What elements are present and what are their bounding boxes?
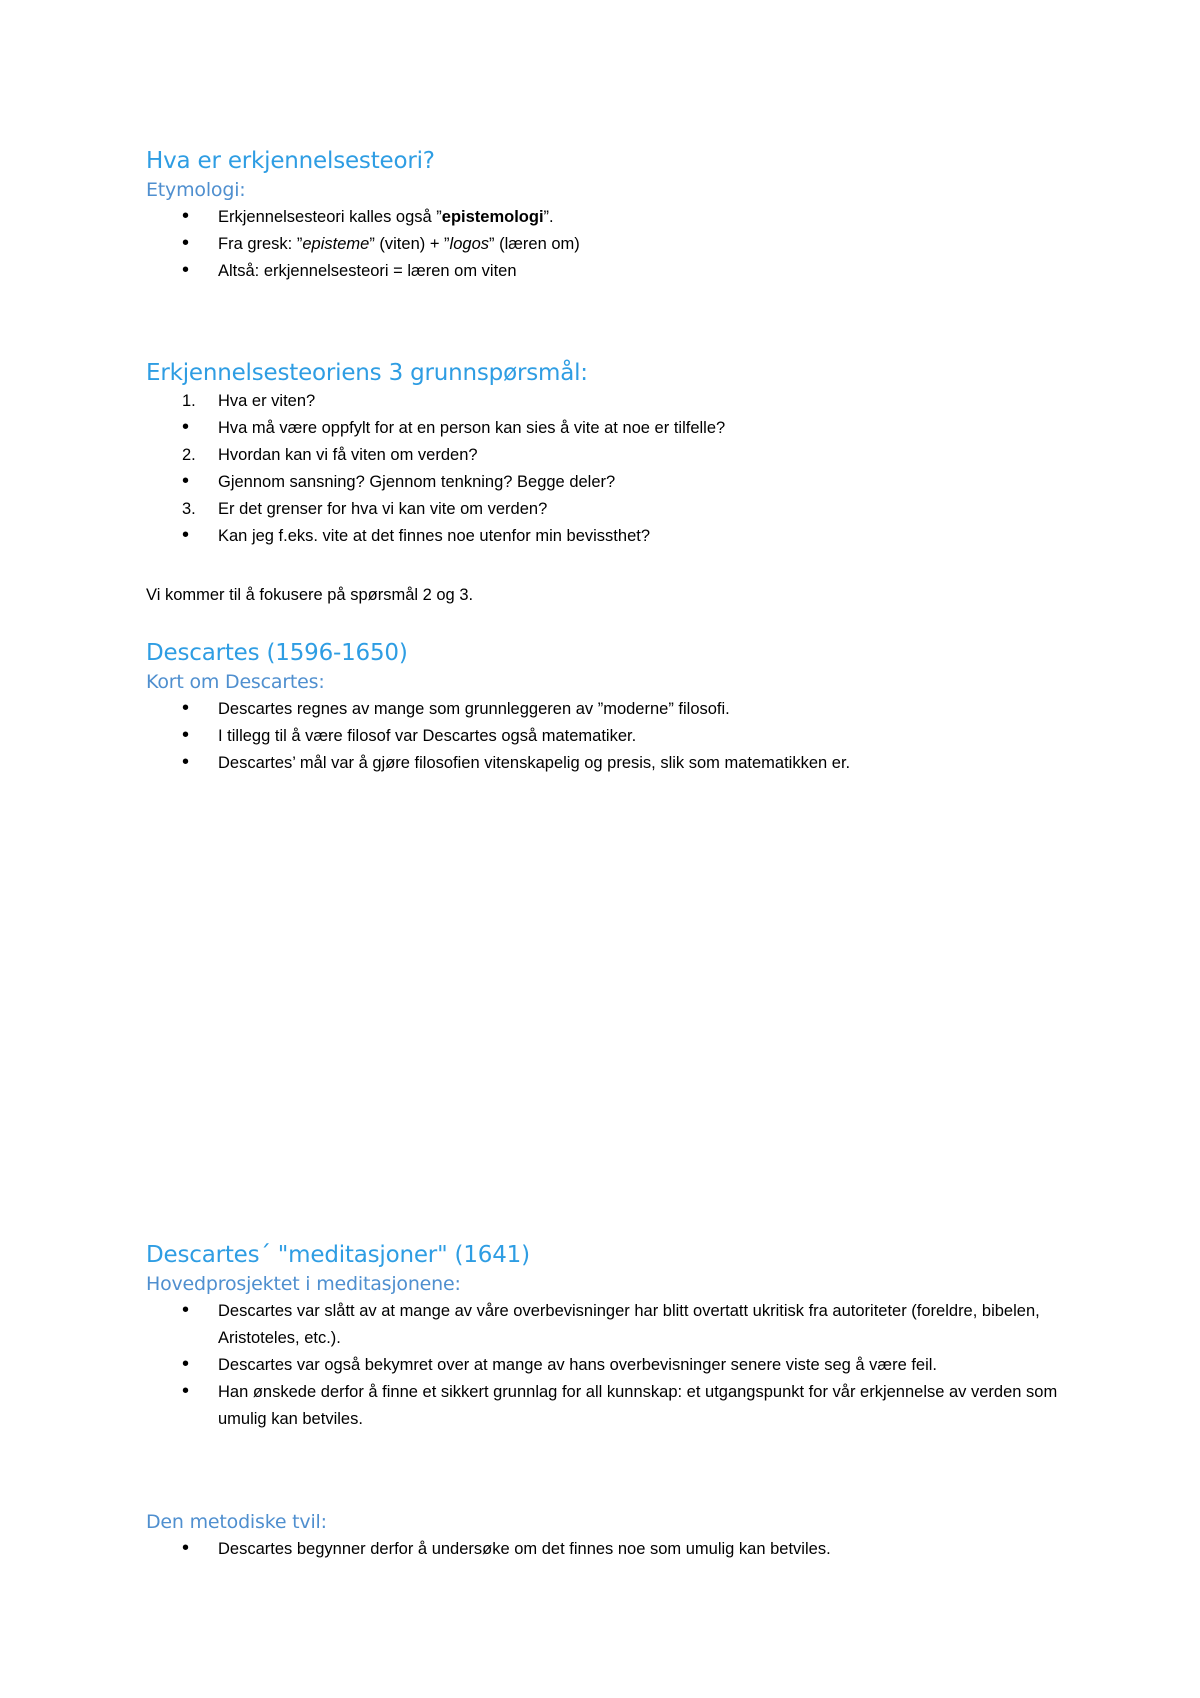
- list-item: • Descartes’ mål var å gjøre filosofien vitenskapelig og presis, slik som matematikken er.: [182, 751, 851, 773]
- bullet-icon: •: [182, 1299, 190, 1321]
- meditasjoner-list: [146, 1298, 1066, 1433]
- bullet-icon: •: [182, 724, 190, 746]
- list-item: • Erkjennelsesteori kalles også ”epistemologi”.: [182, 205, 554, 227]
- bullet-icon: •: [182, 232, 190, 254]
- list-item: • Descartes var slått av at mange av våre overbevisninger har blitt overtatt ukritisk fra autoriteter (foreldre, bibelen, Aristoteles, etc.).: [182, 1299, 1040, 1347]
- list-item: • I tillegg til å være filosof var Descartes også matematiker.: [182, 724, 637, 746]
- heading-grunnsporsmal: Erkjennelsesteoriens 3 grunnspørsmål:: [146, 360, 588, 386]
- list-item: • Descartes regnes av mange som grunnleggeren av ”moderne” filosofi.: [182, 697, 730, 719]
- document-page: [146, 0, 1066, 1698]
- bullet-icon: •: [182, 205, 190, 227]
- italic-term: episteme: [302, 235, 370, 253]
- section-meditasjoner: [146, 1240, 1066, 1433]
- bullet-icon: •: [182, 524, 190, 546]
- list-item: • Fra gresk: ”episteme” (viten) + ”logos” (læren om): [182, 232, 580, 254]
- subheading-kort-om-descartes: Kort om Descartes:: [146, 671, 325, 693]
- heading-meditasjoner: Descartes´ "meditasjoner" (1641): [146, 1242, 530, 1268]
- list-item: • Altså: erkjennelsesteori = læren om viten: [182, 259, 517, 281]
- bold-term: epistemologi: [441, 208, 544, 226]
- bullet-icon: •: [182, 470, 190, 492]
- heading-descartes: Descartes (1596-1650): [146, 640, 408, 666]
- section-grunnsporsmal: [146, 358, 1066, 550]
- list-item: • Han ønskede derfor å finne et sikkert grunnlag for all kunnskap: et utgangspunkt for vår erkjennelse av verden som umulig kan betviles.: [182, 1380, 1058, 1428]
- descartes-list: [146, 696, 1066, 777]
- bullet-icon: •: [182, 697, 190, 719]
- list-number: 1.: [182, 392, 196, 410]
- bullet-icon: •: [182, 416, 190, 438]
- subheading-den-metodiske-tvil: Den metodiske tvil:: [146, 1511, 327, 1533]
- list-item: • Kan jeg f.eks. vite at det finnes noe utenfor min bevissthet?: [182, 524, 651, 546]
- tvil-list: [146, 1536, 1066, 1563]
- list-item: 3. Er det grenser for hva vi kan vite om verden?: [146, 496, 1068, 523]
- subheading-etymologi: Etymologi:: [146, 179, 246, 201]
- list-item: • Hva må være oppfylt for at en person kan sies å vite at noe er tilfelle?: [182, 416, 726, 438]
- bullet-icon: •: [182, 1353, 190, 1375]
- focus-note: Vi kommer til å fokusere på spørsmål 2 og 3.: [146, 586, 474, 604]
- list-item: • Descartes var også bekymret over at mange av hans overbevisninger senere viste seg å være feil.: [182, 1353, 938, 1375]
- section-metodiske-tvil: [146, 1508, 1066, 1563]
- list-item: 2. Hvordan kan vi få viten om verden?: [146, 442, 1068, 469]
- bullet-icon: •: [182, 1380, 190, 1402]
- list-item: • Gjennom sansning? Gjennom tenkning? Begge deler?: [182, 470, 616, 492]
- bullet-icon: •: [182, 751, 190, 773]
- subheading-hovedprosjektet: Hovedprosjektet i meditasjonene:: [146, 1273, 461, 1295]
- questions-list: [146, 388, 1066, 550]
- section-descartes: [146, 638, 1066, 777]
- italic-term: logos: [449, 235, 489, 253]
- section-erkjennelsesteori: [146, 146, 1066, 285]
- list-number: 3.: [182, 500, 196, 518]
- list-item: • Descartes begynner derfor å undersøke om det finnes noe som umulig kan betviles.: [182, 1537, 831, 1559]
- etymology-list: [146, 204, 1066, 285]
- bullet-icon: •: [182, 259, 190, 281]
- list-number: 2.: [182, 446, 196, 464]
- bullet-icon: •: [182, 1537, 190, 1559]
- list-item: 1. Hva er viten?: [146, 388, 1068, 415]
- heading-hva-er-erkjennelsesteori: Hva er erkjennelsesteori?: [146, 148, 435, 174]
